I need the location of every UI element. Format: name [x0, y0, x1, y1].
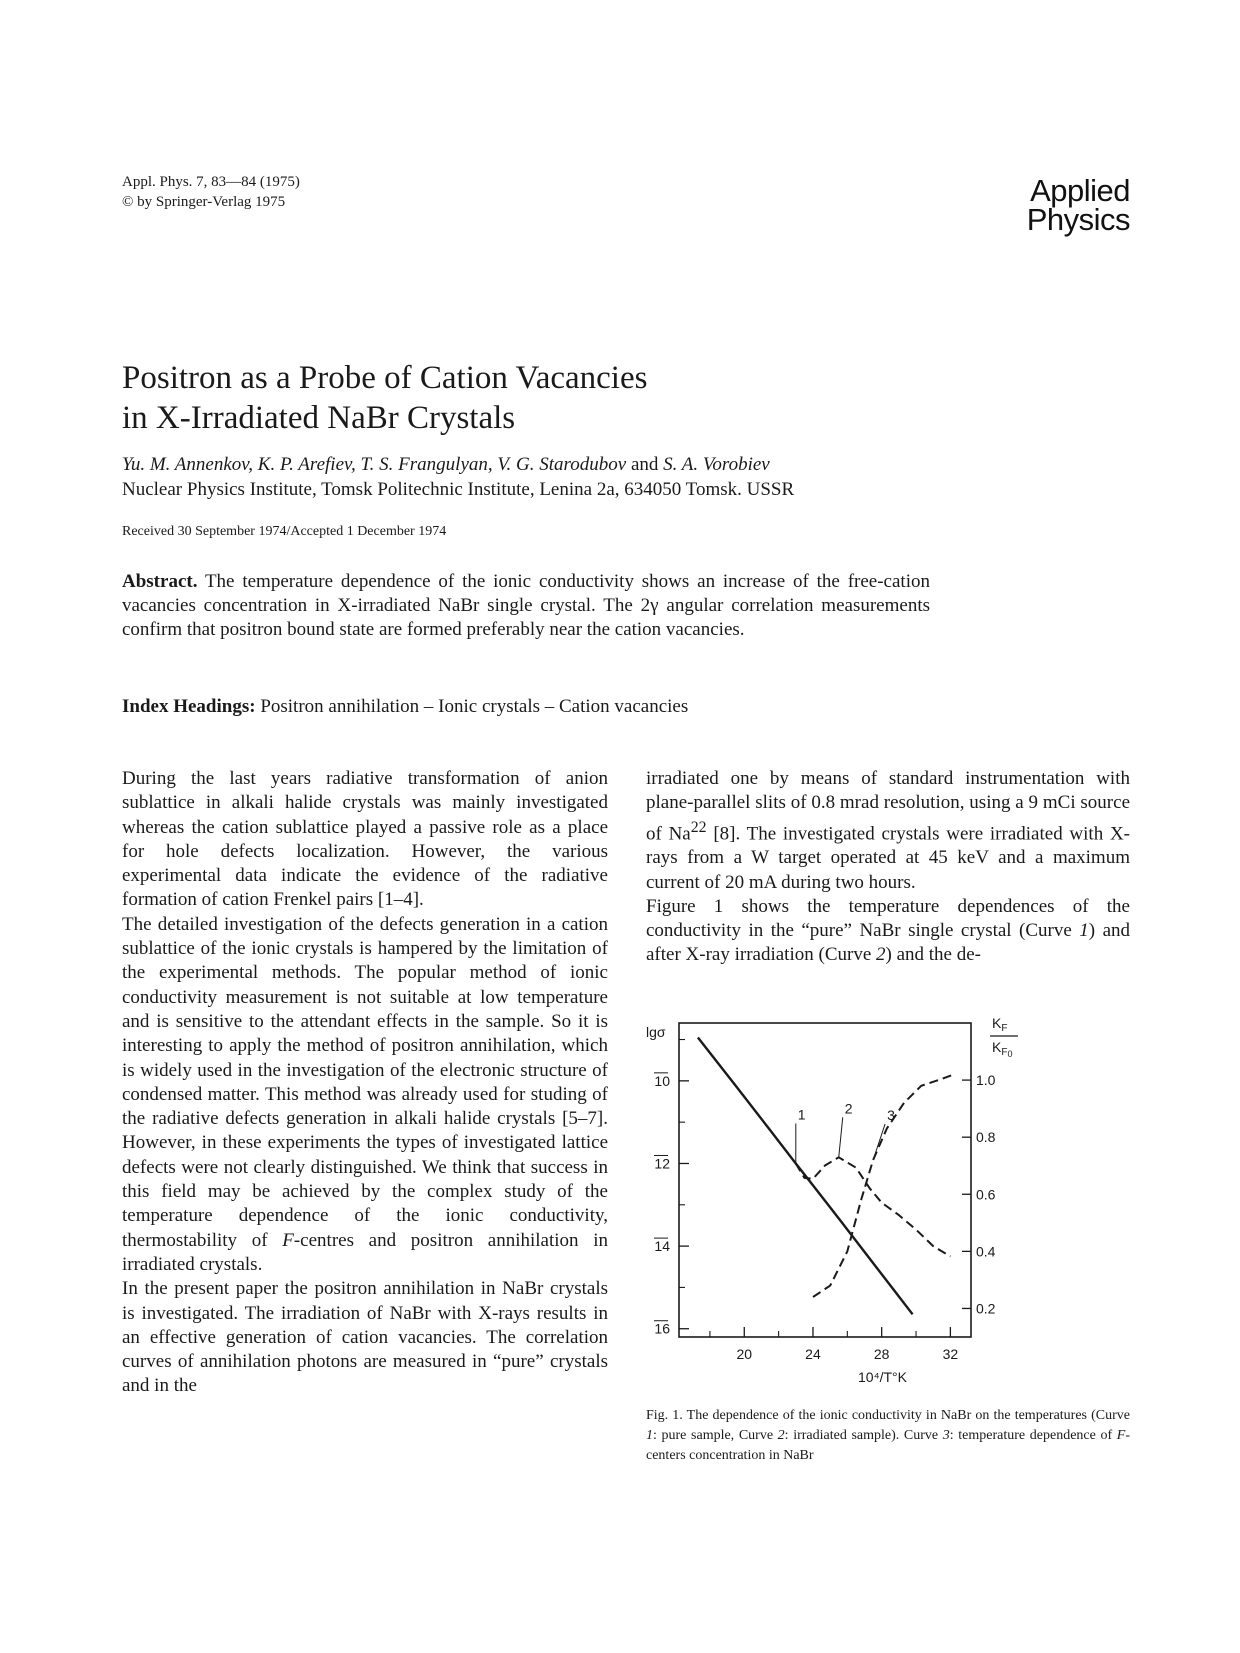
index-text: Positron annihilation – Ionic crystals – Cation vacancies	[260, 696, 689, 717]
x-axis-label: 10⁴/T°K	[858, 1369, 907, 1385]
text-run: ) and the de-	[885, 944, 981, 966]
right-axis-label-numerator	[992, 1015, 1007, 1034]
x-tick-label: 28	[873, 1346, 890, 1362]
label-sub-f: F	[1001, 1023, 1008, 1034]
text-run: ) and after X-ray irradiation (Curve	[646, 920, 1131, 966]
right-tick-label: 0.8	[976, 1129, 996, 1146]
label-k: K	[992, 1039, 1002, 1055]
affiliation: Nuclear Physics Institute, Tomsk Politechnic Institute, Lenina 2a, 634050 Tomsk. USSR	[122, 479, 795, 500]
title-line-1: Positron as a Probe of Cation Vacancies	[122, 360, 648, 396]
figure-1-chart	[640, 1010, 1060, 1400]
author-list	[122, 452, 770, 477]
left-axis-ticks	[654, 1040, 689, 1337]
index-label: Index Headings:	[122, 696, 256, 717]
copyright-line: © by Springer-Verlag 1975	[122, 194, 286, 210]
curve-labels	[796, 1100, 895, 1163]
left-axis-label: lgσ	[646, 1024, 666, 1040]
body-left-column	[122, 767, 608, 1399]
paragraph	[646, 767, 1130, 895]
f-centre-symbol: F	[1116, 1428, 1126, 1443]
f-centre-symbol: F	[282, 1229, 294, 1251]
label-sub-f: F	[1001, 1047, 1008, 1058]
journal-volume-line: Appl. Phys. 7, 83—84 (1975)	[122, 174, 300, 190]
left-tick-label: 16	[654, 1320, 670, 1337]
left-tick-label: 12	[654, 1155, 670, 1172]
text-run: : temperature dependence of	[949, 1428, 1113, 1443]
figure-caption	[646, 1406, 1130, 1466]
abstract	[122, 570, 930, 642]
authors-and: and	[630, 454, 659, 475]
logo-word-physics: Physics	[1026, 202, 1130, 237]
x-tick-label: 24	[805, 1346, 821, 1362]
logo-word-applied: Applied	[1030, 173, 1130, 208]
curve-label: 2	[844, 1100, 853, 1117]
paper-title	[122, 358, 647, 438]
label-k: K	[992, 1015, 1002, 1031]
series-2-line	[796, 1157, 951, 1256]
text-run: irradiated one by means of standard instrumentation with plane-parallel slits of 0.8 mrad resolution, using a 9 mCi source of Na	[646, 768, 1130, 844]
text-run: : pure sample, Curve	[653, 1428, 774, 1443]
text-run: Fig. 1. The dependence of the ionic conductivity in NaBr on the temperatures (Curve	[646, 1408, 1130, 1423]
curve-label: 3	[887, 1107, 895, 1124]
curve-label: 1	[797, 1106, 806, 1123]
label-sub-zero: 0	[1007, 1049, 1013, 1059]
chart-series	[698, 1038, 954, 1315]
curve-ref: 1	[1079, 920, 1089, 942]
x-tick-label: 20	[736, 1346, 753, 1362]
curve-label-leader	[839, 1117, 843, 1157]
authors-first: Yu. M. Annenkov, K. P. Arefiev, T. S. Frangulyan, V. G. Starodubov	[122, 454, 627, 475]
series-3-line	[813, 1074, 954, 1297]
right-axis-ticks	[962, 1072, 996, 1316]
paragraph	[122, 913, 608, 1277]
x-tick-label: 32	[942, 1346, 959, 1362]
journal-citation	[122, 172, 300, 212]
paragraph: In the present paper the positron annihilation in NaBr crystals is investigated. The irradiation of NaBr with X-rays results in an effective generation of cation vacancies. The correlation curves of annihilation photons are measured in “pure” crystals and in the	[122, 1278, 608, 1397]
curve-label-leader	[873, 1124, 885, 1160]
body-right-column	[646, 767, 1130, 968]
received-dates: Received 30 September 1974/Accepted 1 December 1974	[122, 524, 447, 539]
right-tick-label: 0.4	[976, 1243, 996, 1260]
right-axis-label-denominator	[992, 1039, 1012, 1059]
title-line-2: in X-Irradiated NaBr Crystals	[122, 400, 516, 436]
curve-ref: 2	[777, 1428, 785, 1443]
text-run: Figure 1 shows the temperature dependences of the conductivity in the “pure” NaBr single crystal (Curve	[646, 895, 1130, 942]
right-axis-label	[990, 1015, 1018, 1059]
left-tick-label: 14	[654, 1238, 670, 1255]
text-run: : irradiated sample). Curve	[784, 1428, 939, 1443]
isotope-superscript: 22	[690, 818, 707, 836]
text-run: [8]. The investigated crystals were irradiated with X-rays from a W target operated at 45 keV and a maximum current of 20 mA during two hours.	[646, 822, 1131, 893]
text-run: The detailed investigation of the defects generation in a cation sublattice of the ionic crystals is hampered by the limitation of the experimental methods. The popular method of ionic conductivity measurement is not suitable at low temperature and is sensitive to the attendant effects in the sample. So it is interesting to apply the method of positron annihilation, which is widely used in the investigation of the electronic structure of condensed matter. This method was already used for studing of the radiative defects generation in alkali halide crystals [5–7]. However, in these experiments the types of investigated lattice defects were not clearly distinguished. We think that success in this field may be achieved by the complex study of the temperature dependence of the ionic conductivity, thermostability of	[122, 913, 608, 1251]
series-1-line	[698, 1038, 913, 1315]
text-run: -centers concentration in NaBr	[646, 1428, 1131, 1463]
curve-ref: 2	[876, 944, 886, 966]
curve-ref: 3	[942, 1428, 950, 1443]
right-tick-label: 1.0	[976, 1072, 996, 1089]
paragraph	[646, 895, 1130, 968]
paragraph: During the last years radiative transformation of anion sublattice in alkali halide crystals was mainly investigated whereas the cation sublattice played a passive role as a place for hole defects localization. However, the various experimental data indicate the evidence of the radiative formation of cation Frenkel pairs [1–4].	[122, 768, 608, 911]
right-tick-label: 0.6	[976, 1186, 996, 1203]
text-run: -centres and positron annihilation in irradiated crystals.	[122, 1229, 608, 1275]
left-tick-label: 10	[654, 1072, 670, 1089]
right-tick-label: 0.2	[976, 1300, 996, 1317]
abstract-text: The temperature dependence of the ionic conductivity shows an increase of the free-cation vacancies concentration in X-irradiated NaBr single crystal. The 2γ angular correlation measurements confirm that positron bound state are formed preferably near the cation vacancies.	[122, 571, 930, 640]
x-axis-ticks	[710, 1327, 958, 1362]
abstract-label: Abstract.	[122, 571, 198, 592]
authors-last: S. A. Vorobiev	[663, 454, 770, 475]
journal-logo	[940, 173, 1130, 237]
index-headings	[122, 695, 688, 719]
curve-ref: 1	[646, 1428, 653, 1443]
